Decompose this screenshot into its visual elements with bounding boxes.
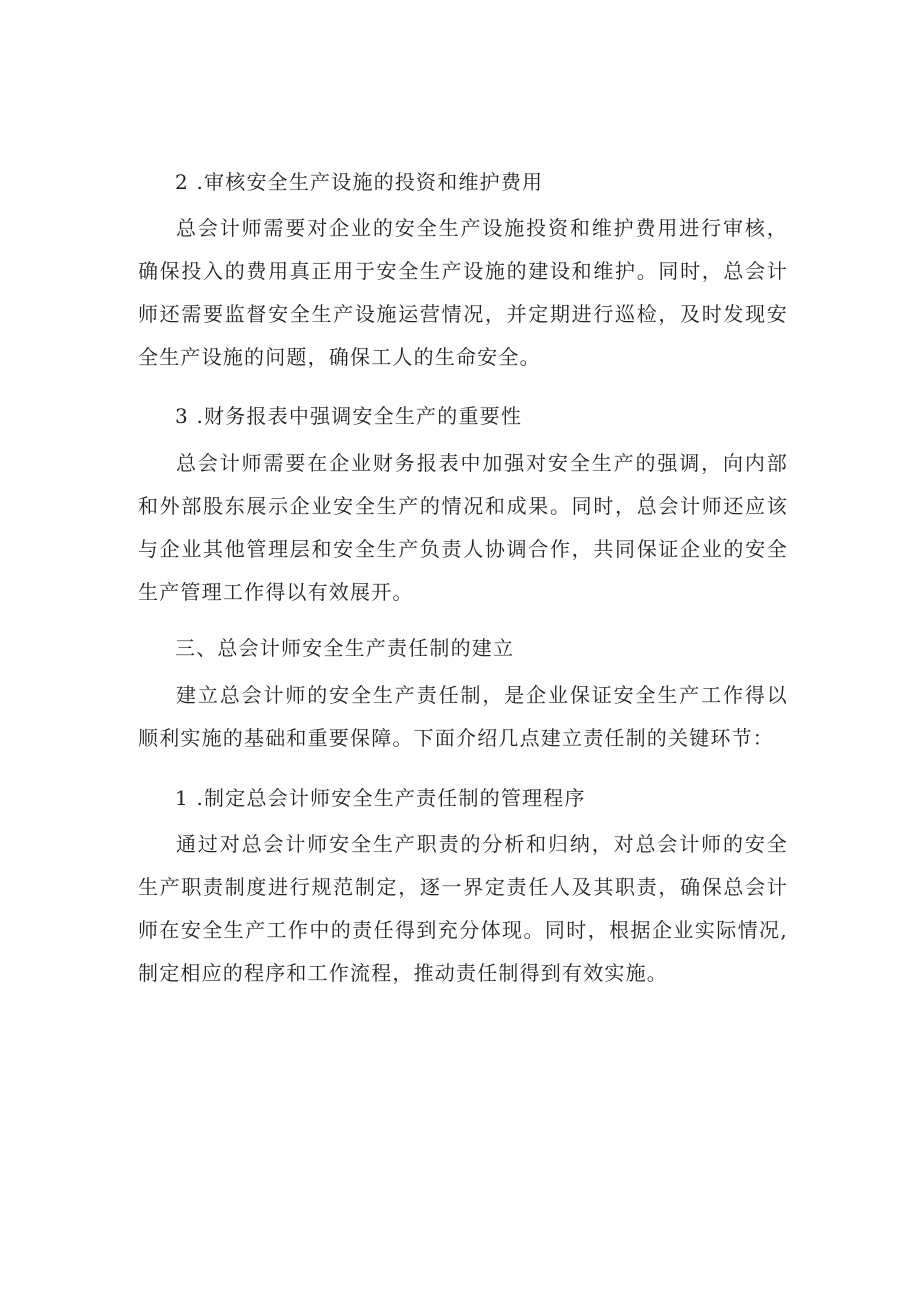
chapter-heading-three: 三、总会计师安全生产责任制的建立 [175, 636, 515, 660]
chapter-paragraph-three: 建立总会计师的安全生产责任制，是企业保证安全生产工作得以顺利实施的基础和重要保障。下面介绍几点建立责任制的关键环节： [138, 683, 788, 750]
section-heading-2: 2 .审核安全生产设施的投资和维护费用 [175, 170, 544, 194]
section-paragraph-1: 通过对总会计师安全生产职责的分析和归纳，对总会计师的安全生产职责制度进行规范制定，逐一界定责任人及其职责，确保总会计师在安全生产工作中的责任得到充分体现。同时，根据企业实际情况,制定相应的程序和工作流程，推动责任制得到有效实施。 [138, 832, 788, 985]
section-heading-1: 1 .制定总会计师安全生产责任制的管理程序 [175, 786, 586, 810]
section-heading-3: 3 .财务报表中强调安全生产的重要性 [175, 404, 523, 428]
section-paragraph-2: 总会计师需要对企业的安全生产设施投资和维护费用进行审核，确保投入的费用真正用于安全生产设施的建设和维护。同时，总会计师还需要监督安全生产设施运营情况，并定期进行巡检，及时发现安全生产设施的问题，确保工人的生命安全。 [138, 216, 788, 369]
section-paragraph-3: 总会计师需要在企业财务报表中加强对安全生产的强调，向内部和外部股东展示企业安全生产的情况和成果。同时，总会计师还应该与企业其他管理层和安全生产负责人协调合作，共同保证企业的安全生产管理工作得以有效展开。 [138, 451, 788, 604]
